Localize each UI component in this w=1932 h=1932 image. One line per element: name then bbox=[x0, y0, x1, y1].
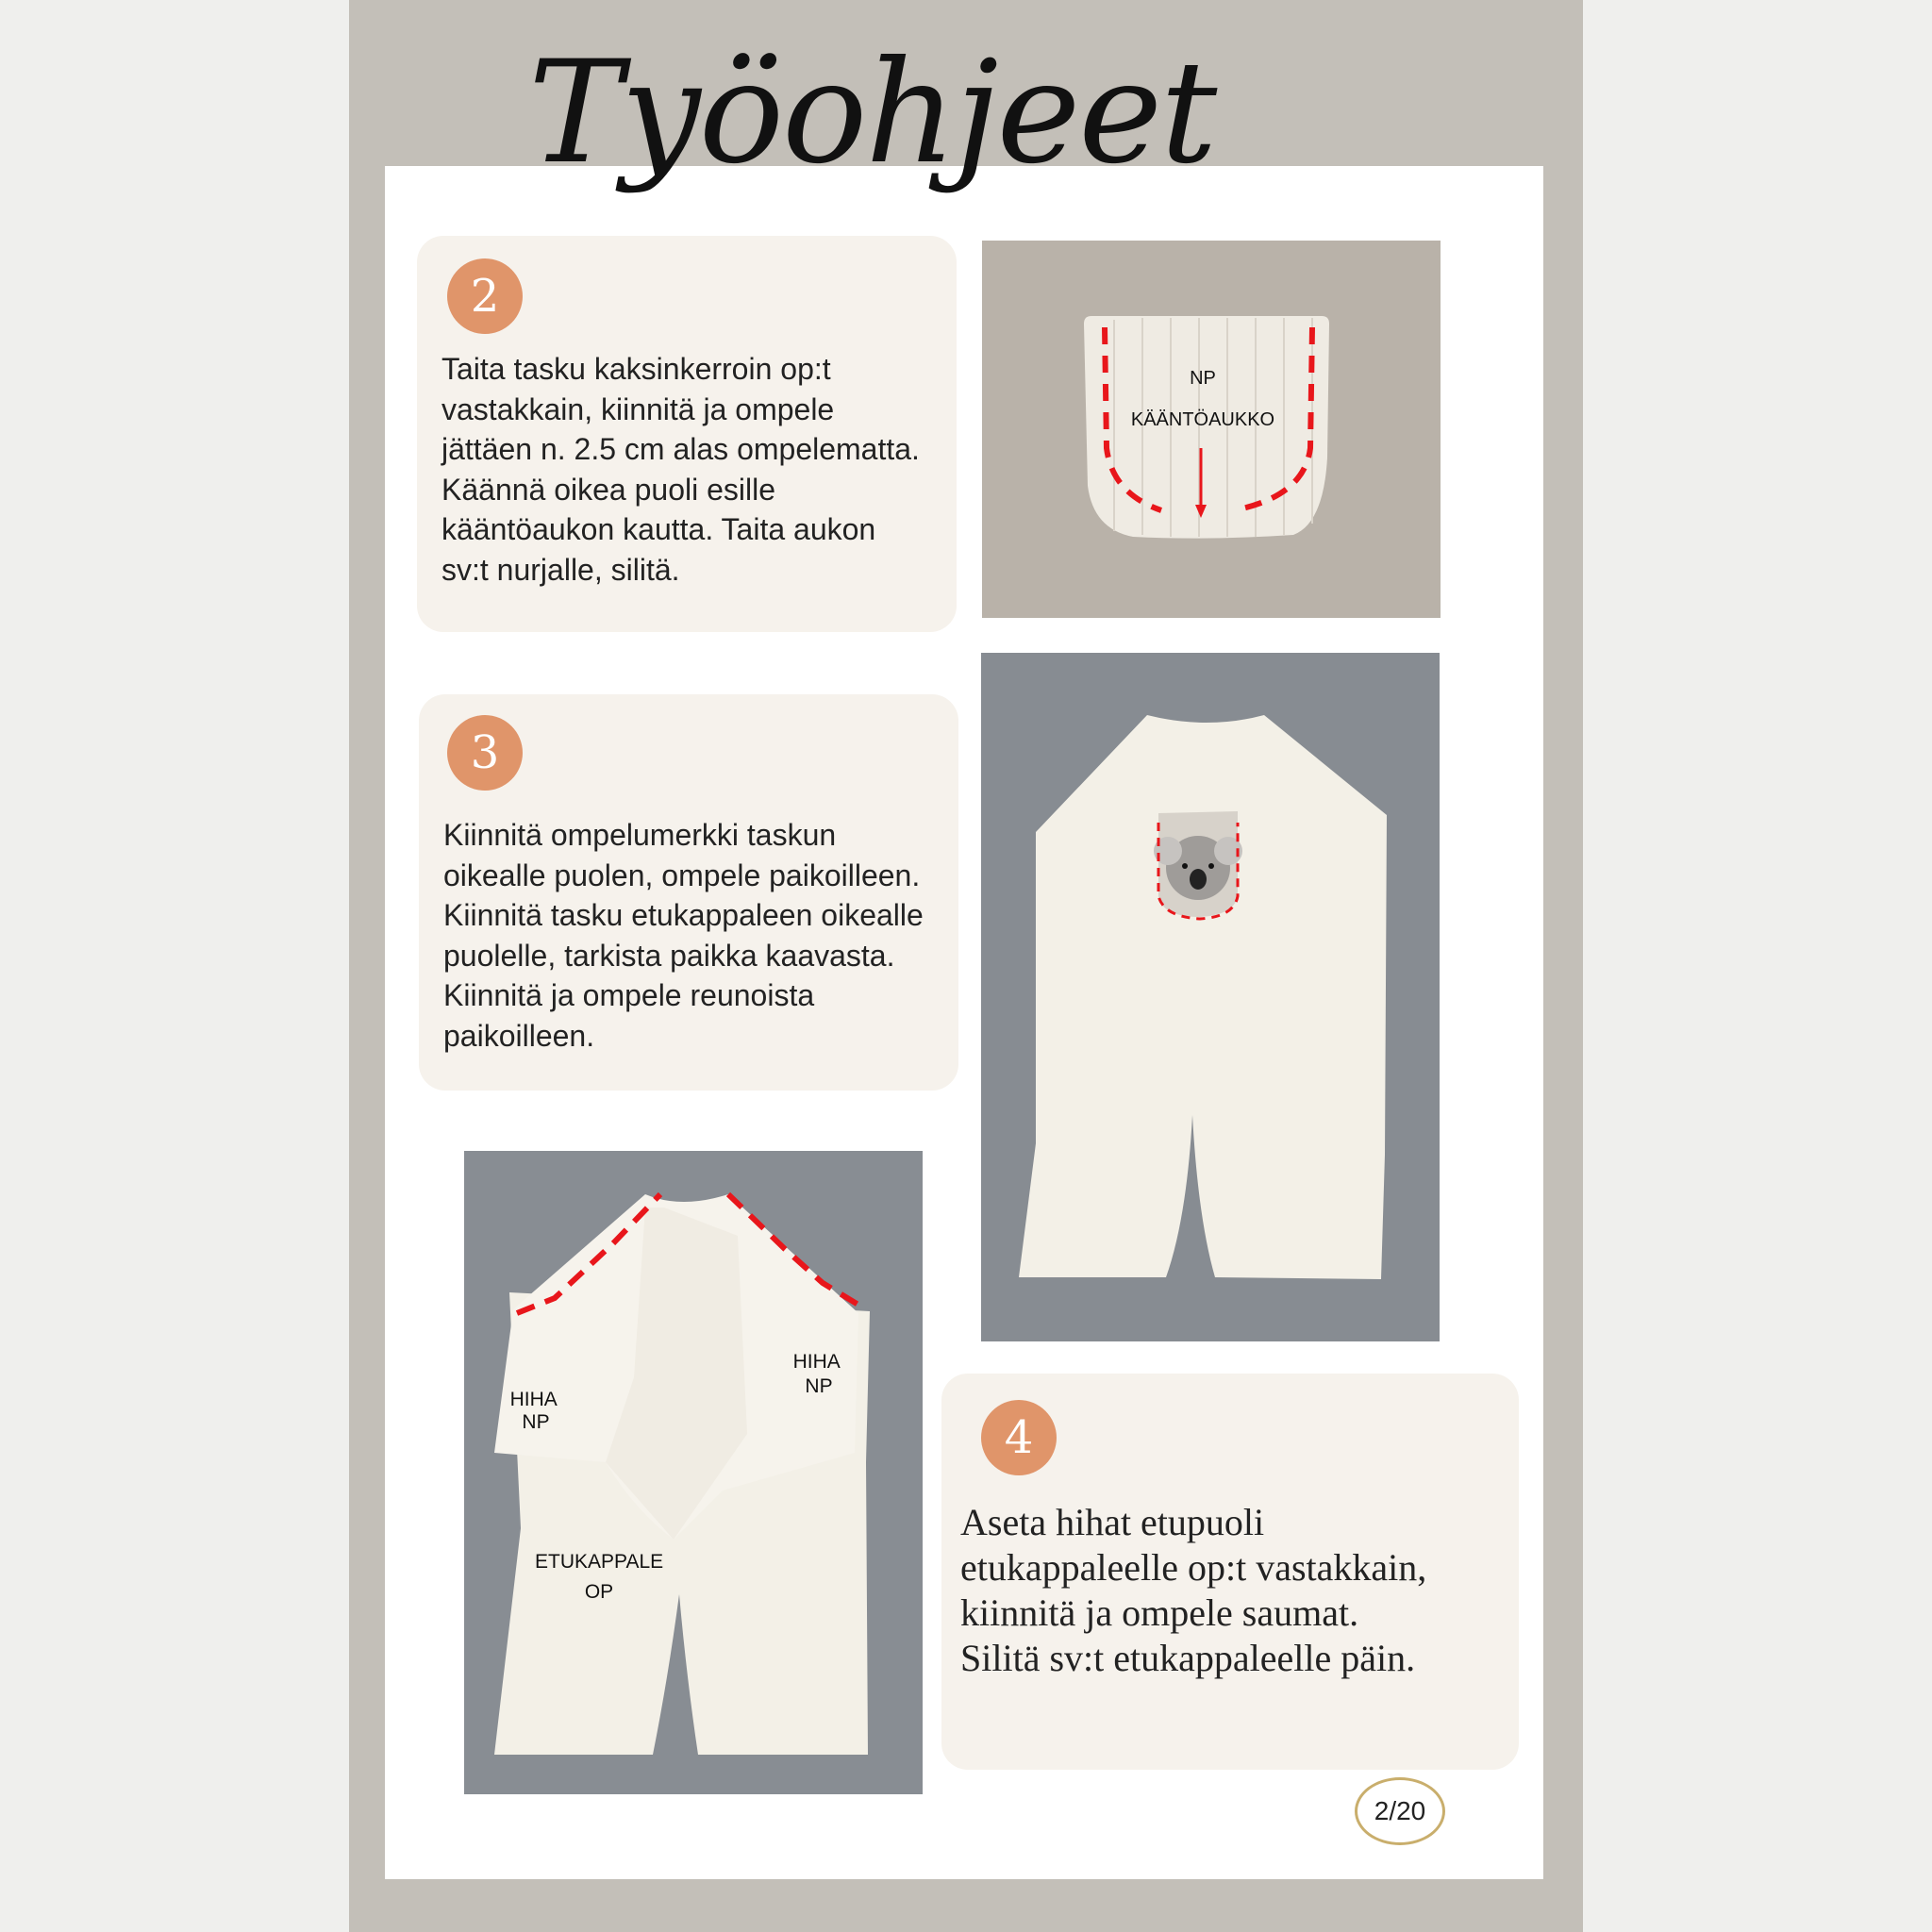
step-card-2 bbox=[417, 236, 957, 632]
pocket-side-label: NP bbox=[1190, 368, 1216, 389]
step-text: Taita tasku kaksinkerroin op:t vastakkain, kiinnitä ja ompele jättäen n. 2.5 cm alas ompelematta. Käännä oikea puoli esille kääntöaukon kautta. Taita aukon sv:t nurjalle, silitä. bbox=[441, 352, 920, 587]
front-piece-photo bbox=[981, 653, 1440, 1341]
pocket-opening-label: KÄÄNTÖAUKKO bbox=[1130, 409, 1275, 430]
step-number-badge: 4 bbox=[981, 1400, 1057, 1475]
step-number-badge: 2 bbox=[447, 258, 523, 334]
step-card-3 bbox=[419, 694, 958, 1091]
left-sleeve-label: HIHA NP bbox=[509, 1389, 557, 1433]
page-title: Työohjeet bbox=[528, 31, 1216, 195]
step-text: Kiinnitä ompelumerkki taskun oikealle puolen, ompele paikoilleen. Kiinnitä tasku etukappaleen oikealle puolelle, tarkista paikka kaavasta. Kiinnitä ja ompele reunoista paikoilleen. bbox=[443, 818, 924, 1053]
step-number-badge: 3 bbox=[447, 715, 523, 791]
sleeves-photo bbox=[464, 1151, 923, 1794]
step-card-4 bbox=[941, 1374, 1519, 1770]
right-sleeve-label: HIHA NP bbox=[792, 1351, 840, 1397]
step-text: Aseta hihat etupuoli etukappaleelle op:t vastakkain, kiinnitä ja ompele saumat. Silitä sv:t etukappaleelle päin. bbox=[960, 1501, 1427, 1679]
pocket-photo bbox=[982, 241, 1441, 618]
page-indicator: 2/20 bbox=[1355, 1777, 1445, 1845]
front-piece-label: ETUKAPPALE OP bbox=[534, 1551, 664, 1603]
